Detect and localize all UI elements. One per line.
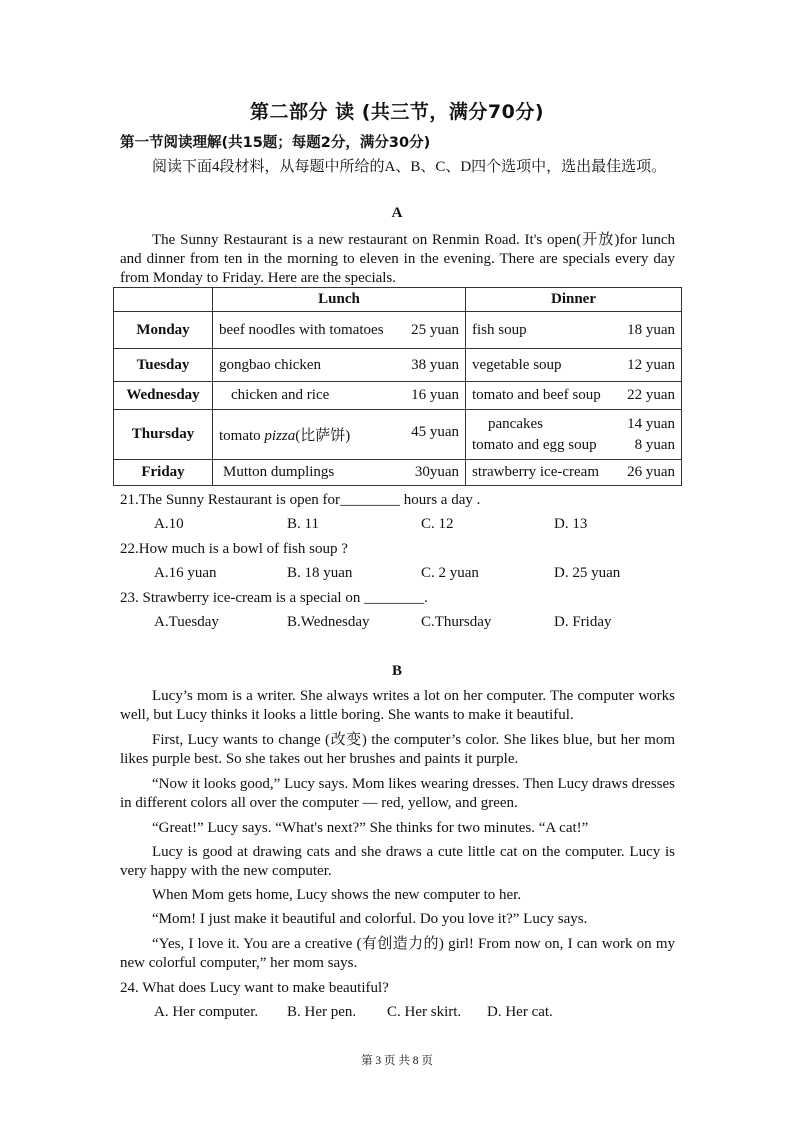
question-23-option-a: A.Tuesday — [154, 614, 219, 630]
day-cell: Monday — [114, 312, 213, 349]
dinner-dish-2: tomato and egg soup — [472, 436, 597, 453]
question-23-option-d: D. Friday — [554, 614, 612, 630]
dinner-cell — [466, 410, 682, 460]
lunch-dish — [219, 424, 350, 445]
table-row — [114, 460, 682, 486]
lunch-dish: Mutton dumplings — [223, 464, 335, 480]
lunch-dish: gongbao chicken — [219, 356, 322, 373]
question-22-option-a: A.16 yuan — [154, 565, 217, 581]
instructions: 阅读下面4段材料，从每题中所给的A、B、C、D四个选项中，选出最佳选项。 — [152, 159, 667, 175]
header-lunch: Lunch — [213, 288, 466, 312]
lunch-dish: beef noodles with tomatoes — [219, 321, 384, 338]
dinner-cell — [466, 349, 682, 382]
lunch-price: 25 yuan — [411, 321, 459, 338]
passage-b-paragraph: “Yes, I love it. You are a creative (有创造力的) girl! From now on, I can work on my new colorful computer,” her mom says. — [120, 936, 675, 971]
table-row — [114, 312, 682, 349]
question-22-stem: 22.How much is a bowl of fish soup ? — [120, 541, 348, 557]
question-23-stem: 23. Strawberry ice-cream is a special on ________. — [120, 590, 428, 606]
question-21-option-c: C. 12 — [421, 516, 454, 532]
dinner-dish: pancakes — [488, 415, 543, 432]
lunch-dish-italic: pizza — [264, 428, 296, 444]
question-23-option-c: C.Thursday — [421, 614, 492, 630]
specials-table — [113, 287, 682, 486]
question-21-option-a: A.10 — [154, 516, 184, 532]
question-21-stem: 21.The Sunny Restaurant is open for________ hours a day . — [120, 492, 481, 508]
question-23-option-b: B.Wednesday — [287, 614, 370, 630]
header-dinner: Dinner — [466, 288, 682, 312]
day-cell: Wednesday — [114, 382, 213, 410]
lunch-dish: chicken and rice — [231, 387, 330, 403]
section-heading: 第一节阅读理解(共15题；每题2分，满分30分) — [120, 135, 431, 151]
day-cell: Friday — [114, 460, 213, 486]
dinner-cell — [466, 460, 682, 486]
lunch-dish-gloss: (比萨饼) — [295, 428, 351, 444]
lunch-cell — [213, 349, 466, 382]
question-24-stem: 24. What does Lucy want to make beautiful? — [120, 980, 389, 996]
dinner-price: 18 yuan — [627, 321, 675, 338]
lunch-price: 16 yuan — [411, 387, 459, 403]
dinner-cell — [466, 382, 682, 410]
passage-b-paragraph: “Now it looks good,” Lucy says. Mom likes wearing dresses. Then Lucy draws dresses in different colors all over the computer — red, yellow, and green. — [120, 776, 675, 811]
passage-b-paragraph: When Mom gets home, Lucy shows the new computer to her. — [152, 887, 522, 903]
dinner-price: 26 yuan — [627, 464, 675, 480]
question-22-option-b: B. 18 yuan — [287, 565, 353, 581]
question-22-option-c: C. 2 yuan — [421, 565, 479, 581]
passage-b-paragraph: “Mom! I just make it beautiful and colorful. Do you love it?” Lucy says. — [152, 911, 588, 927]
table-header-row — [114, 288, 682, 312]
lunch-price: 38 yuan — [411, 356, 459, 373]
passage-b-label: B — [391, 663, 402, 679]
page-heading: 第二部分 读 (共三节，满分70分) — [249, 101, 545, 123]
question-24-option-d: D. Her cat. — [487, 1004, 553, 1020]
dinner-dish: vegetable soup — [472, 356, 562, 373]
page-footer: 第 3 页 共 8 页 — [361, 1055, 433, 1067]
table-row — [114, 382, 682, 410]
dinner-dish: tomato and beef soup — [472, 387, 601, 403]
dinner-price: 12 yuan — [627, 356, 675, 373]
question-24-option-b: B. Her pen. — [287, 1004, 357, 1020]
passage-b-paragraph: Lucy is good at drawing cats and she draws a cute little cat on the computer. Lucy is very happy with the new computer. — [120, 844, 675, 879]
passage-a-intro: The Sunny Restaurant is a new restaurant on Renmin Road. It's open(开放)for lunch and dinner from ten in the morning to eleven in the evening. There are specials every day from Monday to Friday. Here are the specials. — [120, 232, 675, 286]
passage-b-paragraph: “Great!” Lucy says. “What's next?” She thinks for two minutes. “A cat!” — [152, 820, 589, 836]
lunch-price: 45 yuan — [411, 424, 459, 440]
question-22-option-d: D. 25 yuan — [554, 565, 621, 581]
lunch-cell — [213, 382, 466, 410]
day-cell: Thursday — [114, 410, 213, 460]
question-21-option-d: D. 13 — [554, 516, 588, 532]
lunch-cell — [213, 410, 466, 460]
passage-b-paragraph: Lucy’s mom is a writer. She always writes a lot on her computer. The computer works well, but Lucy thinks it looks a little boring. She wants to make it beautiful. — [120, 688, 675, 723]
question-21-option-b: B. 11 — [287, 516, 319, 532]
day-cell: Tuesday — [114, 349, 213, 382]
passage-a-label: A — [391, 205, 403, 221]
lunch-cell — [213, 460, 466, 486]
dinner-price: 14 yuan — [627, 415, 675, 432]
table-row — [114, 410, 682, 460]
dinner-price-2: 8 yuan — [634, 436, 675, 453]
lunch-price: 30yuan — [414, 464, 459, 480]
question-24-option-c: C. Her skirt. — [387, 1004, 462, 1020]
passage-b-paragraph: First, Lucy wants to change (改变) the computer’s color. She likes blue, but her mom likes purple best. So she takes out her brushes and paints it purple. — [120, 732, 675, 767]
lunch-dish-word: tomato — [219, 428, 265, 444]
question-24-option-a: A. Her computer. — [154, 1004, 259, 1020]
dinner-dish: strawberry ice-cream — [472, 464, 600, 480]
dinner-dish: fish soup — [472, 321, 527, 338]
header-empty-cell — [114, 288, 213, 312]
table-row — [114, 349, 682, 382]
lunch-cell — [213, 312, 466, 349]
dinner-cell — [466, 312, 682, 349]
dinner-price: 22 yuan — [627, 387, 675, 403]
